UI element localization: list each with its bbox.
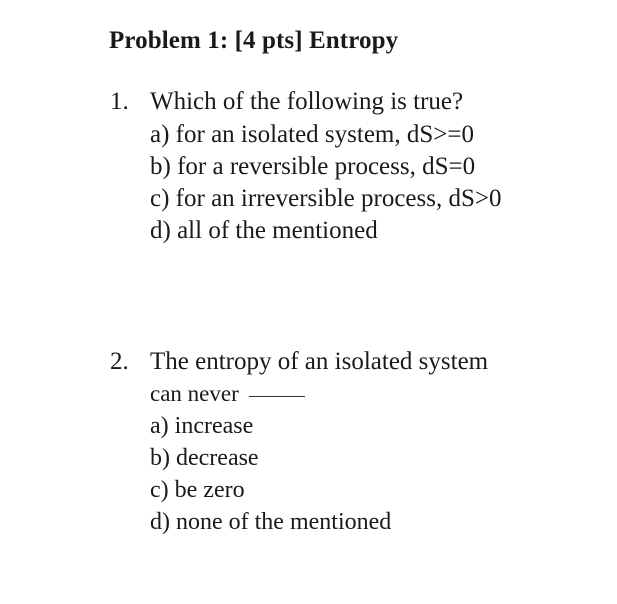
option-c: c) be zero bbox=[150, 477, 245, 503]
question-2 bbox=[110, 348, 600, 541]
question-text: Which of the following is true? bbox=[150, 88, 464, 115]
question-text: The entropy of an isolated system bbox=[150, 348, 489, 375]
problem-title: Problem 1: [4 pts] Entropy bbox=[109, 27, 399, 54]
question-number: 2. bbox=[110, 348, 129, 375]
option-d: d) all of the mentioned bbox=[150, 217, 378, 244]
question-1 bbox=[110, 88, 600, 249]
option-b: b) for a reversible process, dS=0 bbox=[150, 153, 476, 180]
option-b: b) decrease bbox=[150, 445, 259, 471]
option-a: a) for an isolated system, dS>=0 bbox=[150, 121, 474, 148]
option-a: a) increase bbox=[150, 413, 254, 439]
question-number: 1. bbox=[110, 88, 129, 115]
answer-blank bbox=[249, 396, 305, 397]
question-continuation bbox=[110, 381, 600, 413]
option-d: d) none of the mentioned bbox=[150, 509, 392, 535]
option-list bbox=[110, 121, 600, 249]
option-list bbox=[110, 413, 600, 541]
question-continuation-text: can never bbox=[150, 381, 239, 406]
option-c: c) for an irreversible process, dS>0 bbox=[150, 185, 502, 212]
